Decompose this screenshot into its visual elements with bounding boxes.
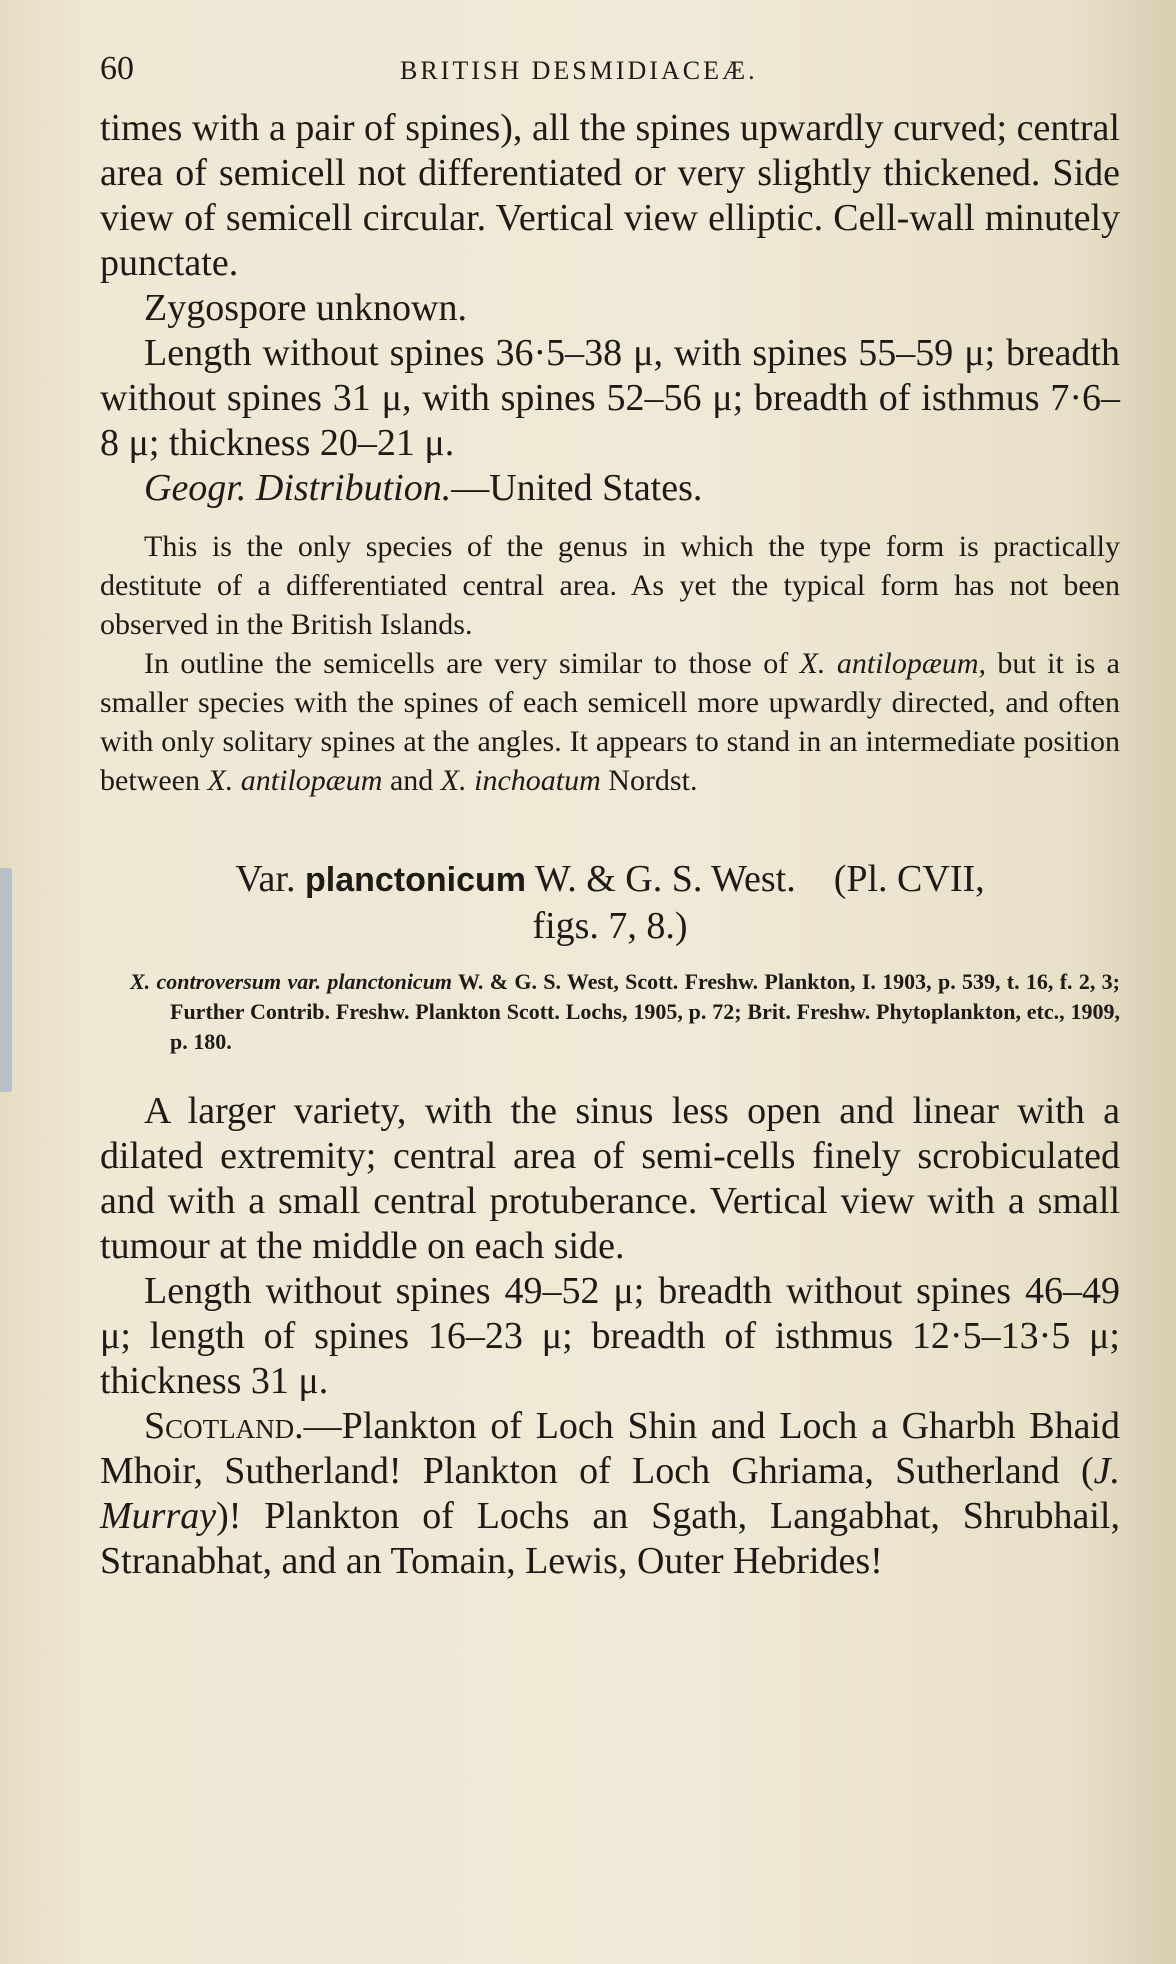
distribution-value: —United States. [451, 467, 703, 509]
locality-text: —Plankton of Loch Shin and Loch a Gharbh Bhaid Mhoir, Sutherland! Plankton of Loch Ghriama, Sutherland ( [100, 1405, 1120, 1492]
variety-description: A larger variety, with the sinus less open and linear with a dilated extremity; central area of semi-cells finely scrobiculated and with a small central protuberance. Vertical view with a small tumour at the middle on each side. [100, 1090, 1120, 1267]
synonymy-citation [130, 967, 1120, 1057]
taxon-name: X. inchoatum [440, 764, 601, 797]
variety-authors: W. & G. S. West. [526, 858, 796, 900]
variety-heading [100, 856, 1120, 949]
variety-measurements: Length without spines 49–52 μ; breadth without spines 46–49 μ; length of spines 16–23 μ; breadth of isthmus 12·5–13·5 μ; thickness 31 μ. [100, 1270, 1120, 1402]
note-text: Nordst. [600, 764, 698, 797]
description-continuation: times with a pair of spines), all the spines upwardly curved; central area of semicell not differentiated or very slightly thickened. Side view of semicell circular. Vertical view elliptic. Cell-wall minutely punctate. [100, 107, 1120, 284]
synonymy-text: W. & G. S. West, Scott. Freshw. Plankton, I. 1903, p. 539, t. 16, f. 2, 3; Further Contrib. Freshw. Plankton Scott. Lochs, 1905, p. 72; Brit. Freshw. Phytoplankton, etc., 1909, p. 180. [170, 969, 1120, 1054]
locality-label: Scotland. [144, 1405, 304, 1447]
synonym-taxon: X. controversum var. planctonicum [130, 969, 453, 994]
taxon-name: X. antilopæum, [799, 647, 987, 680]
note-paragraph-1: This is the only species of the genus in which the type form is practically destitute of a differentiated central area. As yet the typical form has not been observed in the British Islands. [100, 530, 1120, 641]
variety-name: planctonicum [304, 861, 527, 899]
distribution-paragraph [100, 466, 1120, 511]
plate-reference: (Pl. CVII, [833, 858, 985, 900]
page-header [100, 50, 1120, 106]
measurements-paragraph: Length without spines 36·5–38 μ, with spines 55–59 μ; breadth without spines 31 μ, with spines 52–56 μ; breadth of isthmus 7·6–8 μ; thickness 20–21 μ. [100, 332, 1120, 464]
page-edge-tab [0, 868, 12, 1092]
taxon-name: X. antilopæum [207, 764, 383, 797]
note-text: and [382, 764, 441, 797]
page-content [100, 50, 1120, 1584]
running-head: BRITISH DESMIDIACEÆ. [400, 56, 758, 85]
variety-prefix: Var. [235, 858, 305, 900]
zygospore-note: Zygospore unknown. [144, 287, 467, 329]
distribution-label: Geogr. Distribution. [144, 467, 452, 509]
collector-name: J. Murray [100, 1450, 1120, 1537]
figure-reference: figs. 7, 8.) [532, 905, 688, 947]
locality-paragraph [100, 1404, 1120, 1584]
note-paragraph-2 [100, 644, 1120, 800]
locality-text: )! Plankton of Lochs an Sgath, Langabhat, Shrubhail, Stranabhat, and an Tomain, Lewis, Outer Hebrides! [100, 1495, 1120, 1582]
note-text: but it is a smaller species with the spines of each semicell more upwardly directed, and often with only solitary spines at the angles. It appears to stand in an intermediate position between [100, 647, 1120, 797]
note-text: In outline the semicells are very similar to those of [144, 647, 800, 680]
page-number: 60 [100, 50, 134, 87]
